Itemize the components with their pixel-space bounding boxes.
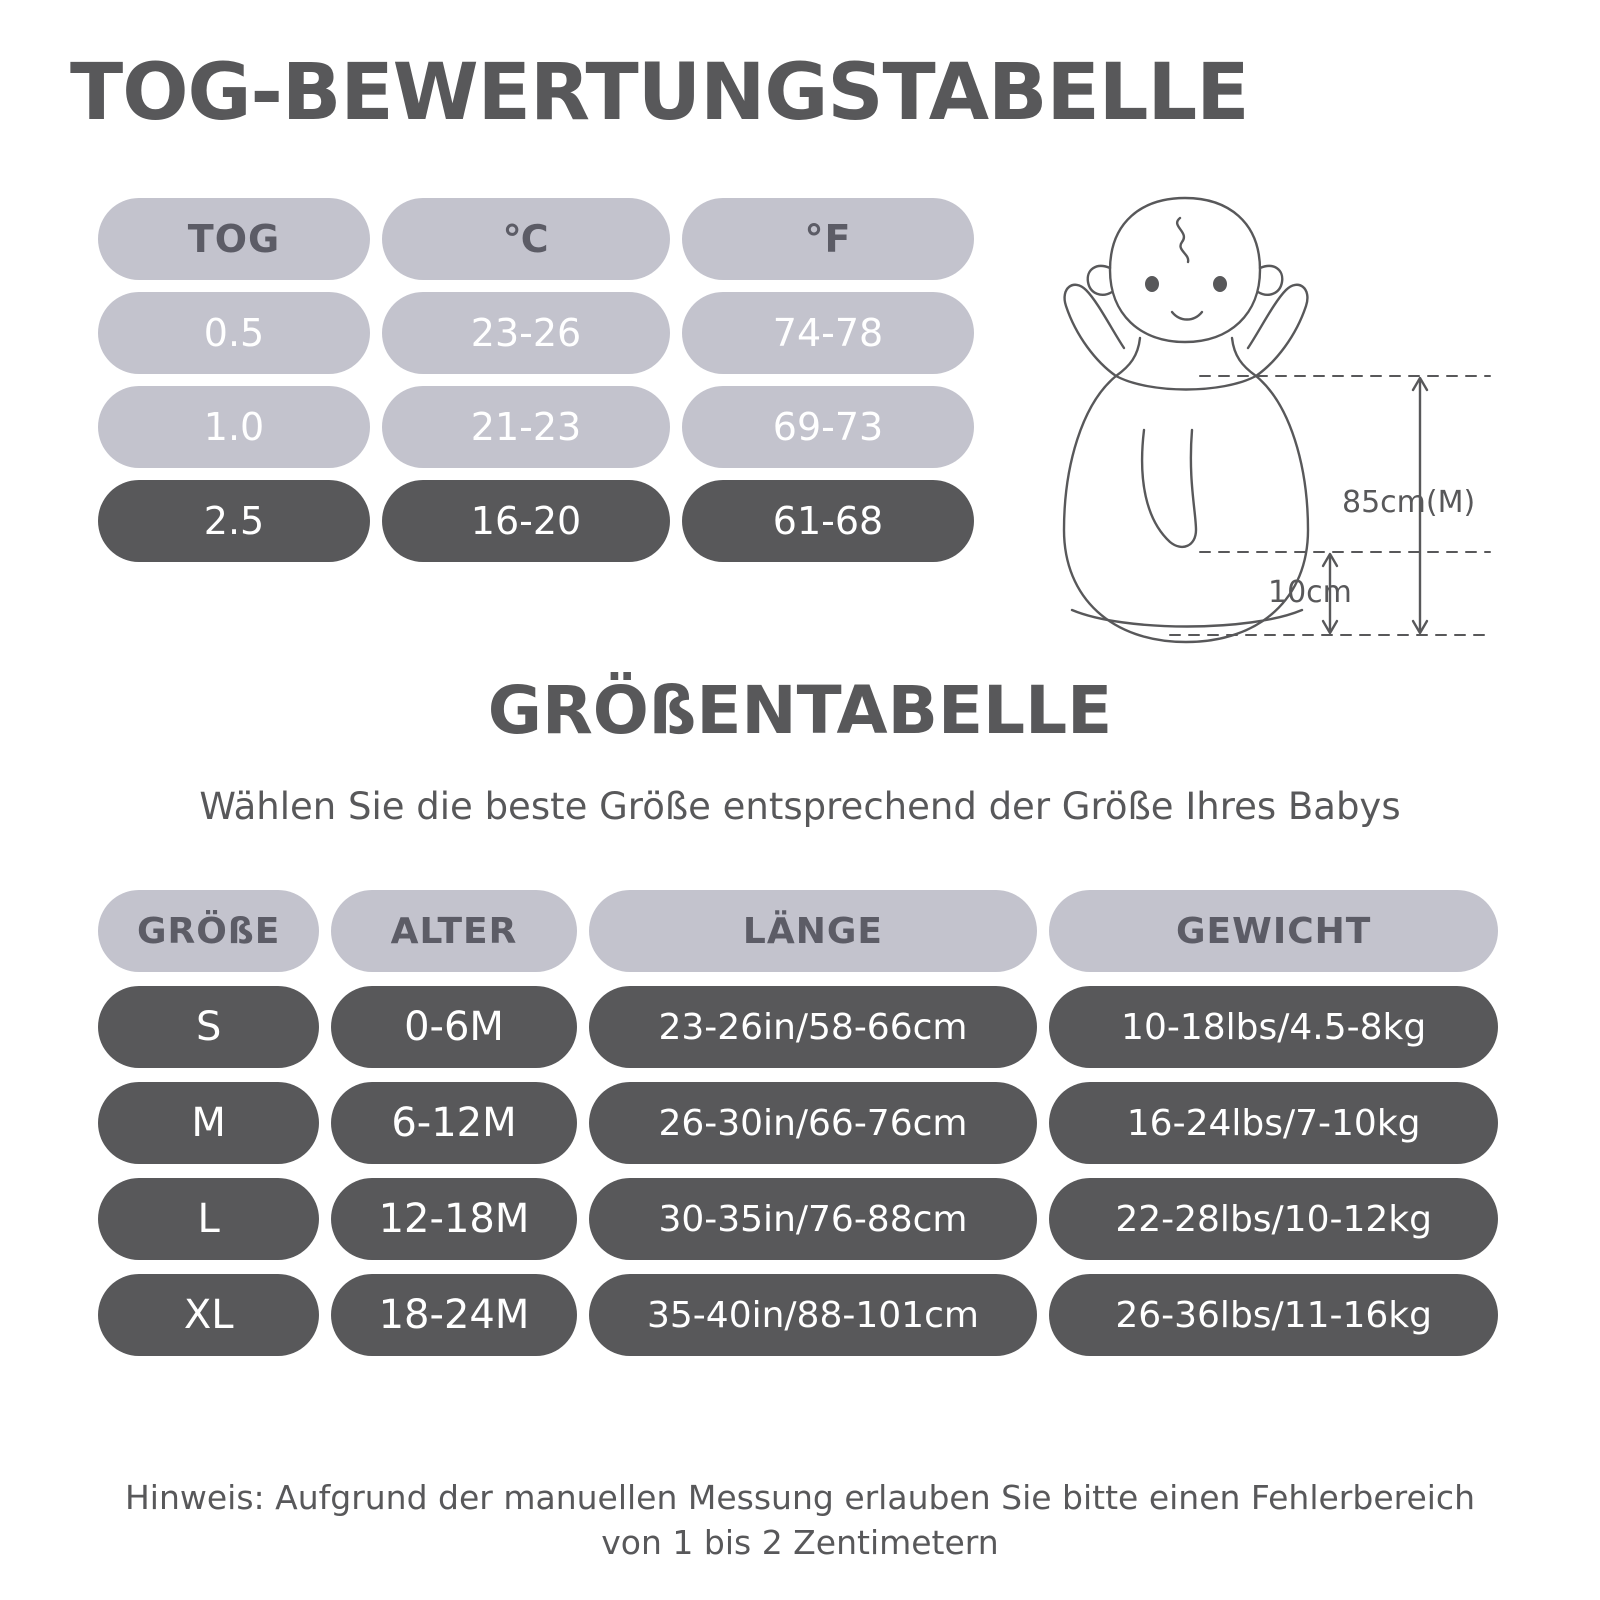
dimension-total-label: 85cm(M)	[1342, 485, 1476, 520]
length-value: 35-40in/88-101cm	[589, 1274, 1038, 1356]
tog-header-celsius: ℃	[382, 198, 670, 280]
page-title-size: GRÖßENTABELLE	[487, 672, 1113, 749]
footnote-line-2: von 1 bis 2 Zentimetern	[601, 1522, 999, 1562]
tog-row	[98, 292, 974, 374]
tog-celsius: 16-20	[382, 480, 670, 562]
size-header-weight: GEWICHT	[1049, 890, 1498, 972]
age-value: 0-6M	[331, 986, 576, 1068]
length-value: 23-26in/58-66cm	[589, 986, 1038, 1068]
tog-header-row	[98, 198, 974, 280]
age-value: 18-24M	[331, 1274, 576, 1356]
tog-fahrenheit: 69-73	[682, 386, 974, 468]
size-chart-table	[98, 890, 1498, 1370]
size-value: XL	[98, 1274, 319, 1356]
footnote-line-1: Hinweis: Aufgrund der manuellen Messung erlauben Sie bitte einen Fehlerbereich	[124, 1478, 1475, 1517]
length-value: 30-35in/76-88cm	[589, 1178, 1038, 1260]
weight-value: 10-18lbs/4.5-8kg	[1049, 986, 1498, 1068]
tog-rating-table	[98, 198, 974, 574]
size-value: S	[98, 986, 319, 1068]
tog-value: 1.0	[98, 386, 370, 468]
dimension-bottom-label: 10cm	[1268, 575, 1352, 610]
weight-value: 26-36lbs/11-16kg	[1049, 1274, 1498, 1356]
tog-row	[98, 386, 974, 468]
size-value: L	[98, 1178, 319, 1260]
size-table-row	[98, 1082, 1498, 1164]
tog-value: 0.5	[98, 292, 370, 374]
page-title-tog: TOG-BEWERTUNGSTABELLE	[70, 48, 1249, 138]
tog-header-tog: TOG	[98, 198, 370, 280]
baby-illustration	[1020, 180, 1560, 660]
size-table-row	[98, 986, 1498, 1068]
tog-fahrenheit: 61-68	[682, 480, 974, 562]
tog-celsius: 23-26	[382, 292, 670, 374]
size-table-row	[98, 1178, 1498, 1260]
tog-header-fahrenheit: °F	[682, 198, 974, 280]
age-value: 12-18M	[331, 1178, 576, 1260]
tog-celsius: 21-23	[382, 386, 670, 468]
weight-value: 16-24lbs/7-10kg	[1049, 1082, 1498, 1164]
size-table-row	[98, 1274, 1498, 1356]
length-value: 26-30in/66-76cm	[589, 1082, 1038, 1164]
size-header-length: LÄNGE	[589, 890, 1038, 972]
tog-value: 2.5	[98, 480, 370, 562]
age-value: 6-12M	[331, 1082, 576, 1164]
footnote	[90, 1476, 1510, 1565]
size-header-row	[98, 890, 1498, 972]
size-header-age: ALTER	[331, 890, 576, 972]
weight-value: 22-28lbs/10-12kg	[1049, 1178, 1498, 1260]
size-header-size: GRÖßE	[98, 890, 319, 972]
size-subtitle: Wählen Sie die beste Größe entsprechend der Größe Ihres Babys	[199, 785, 1401, 828]
tog-fahrenheit: 74-78	[682, 292, 974, 374]
size-value: M	[98, 1082, 319, 1164]
tog-row	[98, 480, 974, 562]
